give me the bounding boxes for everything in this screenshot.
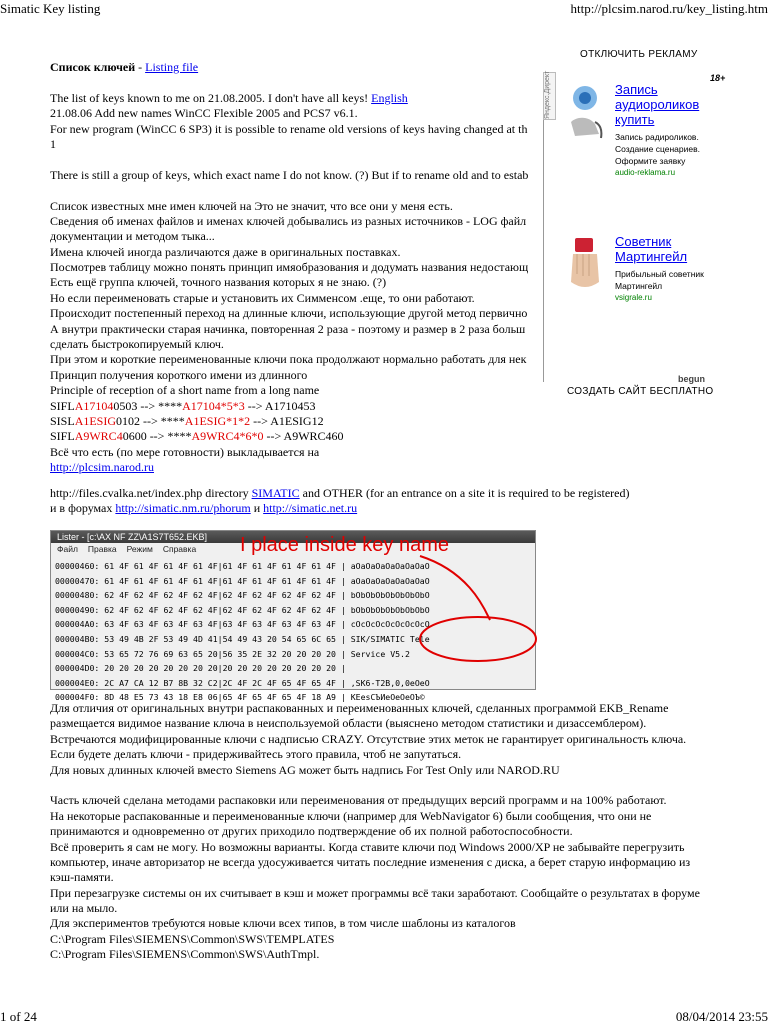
text-line: компьютер, иначе авторизатор не всегда удосуживается читать последние изменения с диска, а берет старую информацию из (50, 854, 691, 869)
hex-row: 000004C0: 53 65 72 76 69 63 65 20|56 35 2E 32 20 20 20 20 | Service V5.2 (55, 648, 430, 659)
text-line: Для экспериментов требуются новые ключи всех типов, в том числе шаблоны из каталогов (50, 916, 516, 931)
english-link[interactable]: English (371, 90, 408, 105)
hex-row: 000004D0: 20 20 20 20 20 20 20 20|20 20 20 20 20 20 20 20 | (55, 663, 430, 674)
ad-1-title[interactable]: Запись аудиороликов купить (615, 82, 700, 127)
text-line: документации и методом тыка... (50, 229, 215, 244)
heading-title: Список ключей (50, 60, 136, 74)
example-line (50, 429, 542, 444)
example-part: --> **** (140, 413, 185, 428)
lister-menu-item[interactable]: Правка (87, 544, 117, 554)
age-rating: 18+ (710, 73, 726, 83)
begun-logo[interactable]: begun (678, 374, 705, 384)
listing-file-link[interactable]: Listing file (145, 60, 199, 74)
example-part: A1ESIG (184, 413, 227, 428)
links-text: http://files.cvalka.net/index.php directory (50, 486, 252, 500)
lister-menu-item[interactable]: Файл (57, 544, 78, 554)
ad-2-description: Прибыльный советник Мартингейл (615, 269, 704, 291)
example-part: A17104 (74, 398, 114, 413)
text-line: Всё проверить я сам не могу. Но возможны варианты. Когда ставите ключи под Windows 2000/XP не забывайте перегрузить (50, 839, 685, 854)
example-part: A17104 (182, 398, 221, 413)
hand-icon (565, 234, 605, 294)
intro-line-2: 21.08.06 Add new names WinCC Flexible 2005 and PCS7 v6.1. (50, 106, 358, 121)
print-datetime: 08/04/2014 23:55 (675, 1009, 768, 1024)
lister-title: Lister - [c:\AX NF ZZ\A1S7T652.EKB] (51, 531, 535, 543)
hex-row: 000004B0: 53 49 4B 2F 53 49 4D 41|54 49 43 20 54 65 6C 65 | SIK/SIMATIC Tele (55, 633, 430, 644)
example-part: --> A9WRC460 (263, 429, 344, 444)
links-line-2 (50, 460, 542, 475)
page-number: 1 of 24 (0, 1009, 37, 1024)
text-line: или на мыло. (50, 901, 118, 916)
text-line: Принцип получения короткого имени из длинного (50, 367, 308, 382)
intro-line-1 (50, 91, 542, 106)
intro-line-5: There is still a group of keys, which exact name I do not know. (?) But if to rename old and to estab (50, 167, 529, 182)
hex-row: 000004E0: 2C A7 CA 12 B7 8B 32 C2|2C 4F 2C 4F 65 4F 65 4F | ,SK6-T2B,0,0eOeO (55, 677, 430, 688)
text-line: кэш-памяти. (50, 870, 114, 885)
create-site-link[interactable]: СОЗДАТЬ САЙТ БЕСПЛАТНО (567, 386, 714, 397)
headphones-icon (565, 82, 605, 142)
intro-line-4: 1 (50, 136, 56, 151)
hex-dump (55, 559, 430, 705)
intro-line-3: For new program (WinCC 6 SP3) it is possible to rename old versions of keys having changed at th (50, 121, 528, 136)
page-title: Simatic Key listing (0, 1, 101, 16)
ad-2-title[interactable]: Советник Мартингейл (615, 234, 688, 264)
text-line: C:\Program Files\SIEMENS\Common\SWS\AuthTmpl. (50, 947, 320, 962)
key-name-examples (50, 399, 542, 445)
example-part: --> A1ESIG12 (250, 413, 324, 428)
links-line-1: Всё что есть (по мере готовности) выкладывается на (50, 444, 320, 459)
links-block (50, 486, 730, 517)
text-line: А внутри практически старая начинка, повторенная 2 раза - поэтому и размер в 2 раза больш (50, 321, 526, 336)
example-part: --> A1710453 (244, 398, 316, 413)
links-text: and OTHER (for an entrance on a site it is required to be registered) (299, 486, 630, 500)
hex-row: 00000490: 62 4F 62 4F 62 4F 62 4F|62 4F 62 4F 62 4F 62 4F | bObObObObObObObO (55, 604, 430, 615)
text-line: Principle of reception of a short name from a long name (50, 383, 320, 398)
simatic-link[interactable]: SIMATIC (251, 486, 300, 500)
hex-row: 00000460: 61 4F 61 4F 61 4F 61 4F|61 4F 61 4F 61 4F 61 4F | aOaOaOaOaOaOaOaO (55, 561, 430, 571)
links-text: и в форумах (50, 501, 116, 516)
example-part: A1ESIG (74, 413, 117, 428)
ad-1-url[interactable]: audio-reklama.ru (615, 168, 676, 177)
text-line: Если будете делать ключи - придерживайтесь этого правила, чтоб не запутаться. (50, 747, 462, 762)
text-line: Список известных мне имен ключей на Это не значит, что все они у меня есть. (50, 198, 453, 213)
heading (50, 60, 542, 75)
text-line: сделать быстрокопируемый ключ. (50, 337, 224, 352)
links-text: и (250, 501, 264, 516)
intro-text-1: The list of keys known to me on 21.08.2005. I don't have all keys! (50, 90, 372, 105)
text-line (50, 778, 720, 793)
yandex-direct-label[interactable]: Яндекс.Директ (543, 72, 556, 120)
text-line: размещается видимое название ключа в неиспользуемой области (выяснено методом статистики и дизассемблером). (50, 716, 647, 731)
links-line-4 (50, 501, 730, 516)
hex-row: 000004A0: 63 4F 63 4F 63 4F 63 4F|63 4F 63 4F 63 4F 63 4F | cOcOcOcOcOcOcOcO (55, 619, 430, 630)
text-line: Часть ключей сделана методами распаковки или переименования от предыдущих версий программ и на 100% работают. (50, 793, 667, 808)
example-part: *1*2 (226, 413, 251, 428)
example-part: A9WRC4 (74, 429, 123, 444)
text-line: Есть ещё группа ключей, точного названия которых я не знаю. (?) (50, 275, 387, 290)
example-part: 0503 (113, 398, 138, 413)
phorum-link[interactable]: http://simatic.nm.ru/phorum (115, 501, 251, 516)
text-line: При перезагрузке системы он их считывает в кэш и может программы всё таки заработают. Сообщайте о результатах в форуме (50, 885, 700, 900)
lister-menu-item[interactable]: Режим (126, 544, 153, 554)
text-line: Имена ключей иногда различаются даже в оригинальных поставках. (50, 244, 401, 259)
ad-1[interactable] (565, 82, 725, 182)
russian-description (50, 199, 542, 399)
example-part: --> **** (137, 398, 183, 413)
example-part: A9WRC4 (191, 429, 240, 444)
annotation-text: I place inside key name (240, 534, 450, 556)
heading-dash: - (135, 60, 146, 74)
text-line: принимаются и одновременно от других приходило подтверждение об их полной работоспособности. (50, 824, 573, 839)
text-line: Встречаются модифицированные ключи с надписью CRAZY. Отсутствие этих меток не гарантирует оригинальность ключа. (50, 731, 687, 746)
hex-row: 000004F0: 8D 48 E5 73 43 18 E8 06|65 4F 65 4F 65 4F 18 A9 | KEesCЪИeOeOeOЪ© (55, 692, 425, 703)
example-part: SIFL (50, 429, 75, 444)
text-line: Но если переименовать старые и установить их Симменсом .еще, то они работают. (50, 290, 475, 305)
ad-2-url[interactable]: vsigrale.ru (615, 293, 652, 302)
text-line: Посмотрев таблицу можно понять принцип имяобразования и додумать названия недостающ (50, 260, 529, 275)
text-line: Для новых длинных ключей вместо Siemens AG может быть надпись For Test Only или NAROD.RU (50, 762, 560, 777)
example-part: SISL (50, 413, 75, 428)
example-line (50, 399, 542, 414)
ad-1-description: Запись радироликов. Создание сценариев. Оформите заявку (615, 132, 700, 166)
disable-ads-link[interactable]: ОТКЛЮЧИТЬ РЕКЛАМУ (580, 49, 698, 60)
example-line (50, 414, 542, 429)
example-part: *5*3 (220, 398, 245, 413)
main-content (50, 58, 542, 476)
page-url: http://plcsim.narod.ru/key_listing.htm (570, 1, 768, 16)
example-part: --> **** (146, 429, 192, 444)
text-line: Сведения об именах файлов и именах ключей добывались из разных источников - LOG файл (50, 213, 527, 228)
example-part: 0600 (122, 429, 147, 444)
ad-2[interactable] (565, 234, 725, 314)
lister-menu-item[interactable]: Справка (162, 544, 197, 554)
text-line: На некоторые распакованные и переименованные ключи (например для WebNavigator 6) были сообщения, что они не (50, 808, 652, 823)
example-part: 0102 (116, 413, 141, 428)
plcsim-link[interactable]: http://plcsim.narod.ru (50, 460, 154, 475)
text-line: Происходит постепенный переход на длинные ключи, использующие другой метод первично (50, 306, 528, 321)
hex-row: 00000470: 61 4F 61 4F 61 4F 61 4F|61 4F 61 4F 61 4F 61 4F | aOaOaOaOaOaOaOaO (55, 575, 430, 586)
hex-row: 00000480: 62 4F 62 4F 62 4F 62 4F|62 4F 62 4F 62 4F 62 4F | bObObObObObObObO (55, 590, 430, 601)
example-part: *6*0 (239, 429, 264, 444)
text-line: Для отличия от оригинальных внутри распакованных и переименованных ключей, сделанных программой EKB_Rename (50, 701, 669, 715)
simatic-net-link[interactable]: http://simatic.net.ru (263, 501, 358, 516)
text-line: C:\Program Files\SIEMENS\Common\SWS\TEMPLATES (50, 931, 335, 946)
bottom-text (50, 701, 720, 963)
links-line-3 (50, 486, 730, 501)
text-line: При этом и короткие переименованные ключи пока продолжают нормально работать для нек (50, 352, 527, 367)
example-part: SIFL (50, 398, 75, 413)
